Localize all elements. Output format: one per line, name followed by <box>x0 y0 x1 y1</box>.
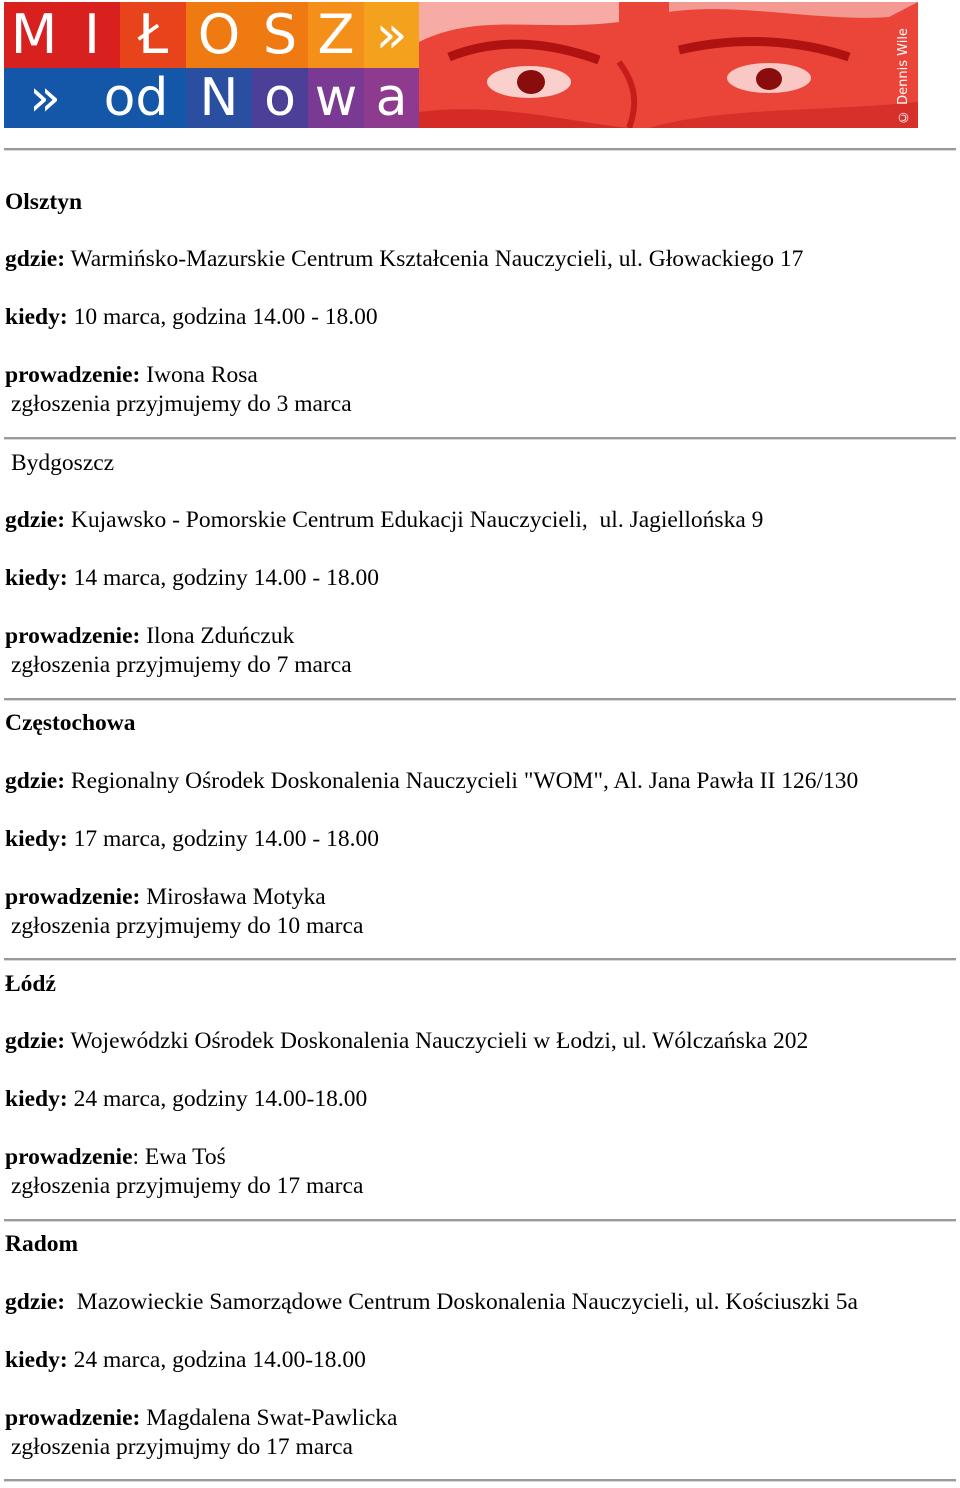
logo-letter: od <box>86 68 186 128</box>
divider <box>4 958 956 961</box>
venue-line <box>5 767 858 795</box>
instructor-label: prowadzenie: <box>5 1405 141 1431</box>
registration-note: zgłoszenia przyjmujemy do 10 marca <box>11 913 364 939</box>
venue-line <box>5 506 763 534</box>
city-heading: Olsztyn <box>5 189 83 215</box>
venue-value: Warmińsko-Mazurskie Centrum Kształcenia Nauczycieli, ul. Głowackiego 17 <box>65 246 804 272</box>
instructor-value: Mirosława Motyka <box>140 884 326 910</box>
logo-letter: Z <box>308 2 364 68</box>
venue-value: Regionalny Ośrodek Doskonalenia Nauczycieli "WOM", Al. Jana Pawła II 126/130 <box>65 768 859 794</box>
logo-letter: N <box>186 68 252 128</box>
venue-line <box>5 245 803 273</box>
venue-value: Kujawsko - Pomorskie Centrum Edukacji Nauczycieli, ul. Jagiellońska 9 <box>65 507 764 533</box>
city-heading: Radom <box>5 1231 79 1257</box>
venue-line <box>5 1027 808 1055</box>
instructor-line <box>5 1404 397 1432</box>
registration-note: zgłoszenia przyjmujemy do 3 marca <box>11 391 352 417</box>
instructor-line <box>5 1143 226 1171</box>
date-value: 24 marca, godziny 14.00-18.00 <box>67 1086 368 1112</box>
date-label: kiedy: <box>5 565 68 591</box>
divider <box>4 148 956 151</box>
venue-label: gdzie: <box>5 1028 66 1054</box>
registration-note: zgłoszenia przyjmujemy do 7 marca <box>11 652 352 678</box>
logo-letter: Ł <box>120 2 186 68</box>
venue-value: Mazowieckie Samorządowe Centrum Doskonalenia Nauczycieli, ul. Kościuszki 5a <box>65 1289 858 1315</box>
date-value: 14 marca, godziny 14.00 - 18.00 <box>67 565 379 591</box>
portrait-photo <box>419 2 918 128</box>
logo-letter: o <box>252 68 308 128</box>
city-heading: Częstochowa <box>5 710 136 736</box>
banner-logo <box>4 2 419 128</box>
venue-label: gdzie: <box>5 507 66 533</box>
instructor-label: prowadzenie: <box>5 884 141 910</box>
instructor-line <box>5 361 258 389</box>
logo-letter: w <box>308 68 364 128</box>
date-label: kiedy: <box>5 304 68 330</box>
venue-label: gdzie: <box>5 768 66 794</box>
divider <box>4 437 956 440</box>
logo-letter: M <box>4 2 64 68</box>
date-value: 24 marca, godzina 14.00-18.00 <box>67 1347 366 1373</box>
logo-letter: » <box>4 68 86 128</box>
date-line <box>5 825 379 853</box>
registration-note: zgłoszenia przyjmujmy do 17 marca <box>11 1434 353 1460</box>
registration-note: zgłoszenia przyjmujemy do 17 marca <box>11 1173 364 1199</box>
logo-letter: I <box>64 2 120 68</box>
city-heading: Bydgoszcz <box>11 450 115 476</box>
date-value: 17 marca, godziny 14.00 - 18.00 <box>67 826 379 852</box>
date-line <box>5 1085 367 1113</box>
divider <box>4 698 956 701</box>
logo-letter: S <box>252 2 308 68</box>
date-line <box>5 303 378 331</box>
divider <box>4 1219 956 1222</box>
instructor-value: : Ewa Toś <box>132 1144 226 1170</box>
instructor-label: prowadzenie <box>5 1144 133 1170</box>
instructor-value: Iwona Rosa <box>140 362 258 388</box>
date-line <box>5 1346 366 1374</box>
venue-label: gdzie: <box>5 246 66 272</box>
city-heading: Łódź <box>5 971 56 997</box>
instructor-line <box>5 883 326 911</box>
date-value: 10 marca, godzina 14.00 - 18.00 <box>67 304 378 330</box>
instructor-line <box>5 622 294 650</box>
instructor-label: prowadzenie: <box>5 362 141 388</box>
divider <box>4 1479 956 1482</box>
instructor-value: Magdalena Swat-Pawlicka <box>140 1405 398 1431</box>
venue-line <box>5 1288 858 1316</box>
instructor-value: Ilona Zduńczuk <box>140 623 295 649</box>
logo-letter: O <box>186 2 252 68</box>
logo-letter: » <box>364 2 419 68</box>
date-label: kiedy: <box>5 1086 68 1112</box>
milosz-od-nowa-banner <box>4 2 918 128</box>
venue-label: gdzie: <box>5 1289 66 1315</box>
venue-value: Wojewódzki Ośrodek Doskonalenia Nauczycieli w Łodzi, ul. Wólczańska 202 <box>65 1028 809 1054</box>
date-label: kiedy: <box>5 1347 68 1373</box>
date-label: kiedy: <box>5 826 68 852</box>
date-line <box>5 564 379 592</box>
logo-letter: a <box>364 68 419 128</box>
photo-credit: © Dennis Wile <box>896 28 911 124</box>
instructor-label: prowadzenie: <box>5 623 141 649</box>
